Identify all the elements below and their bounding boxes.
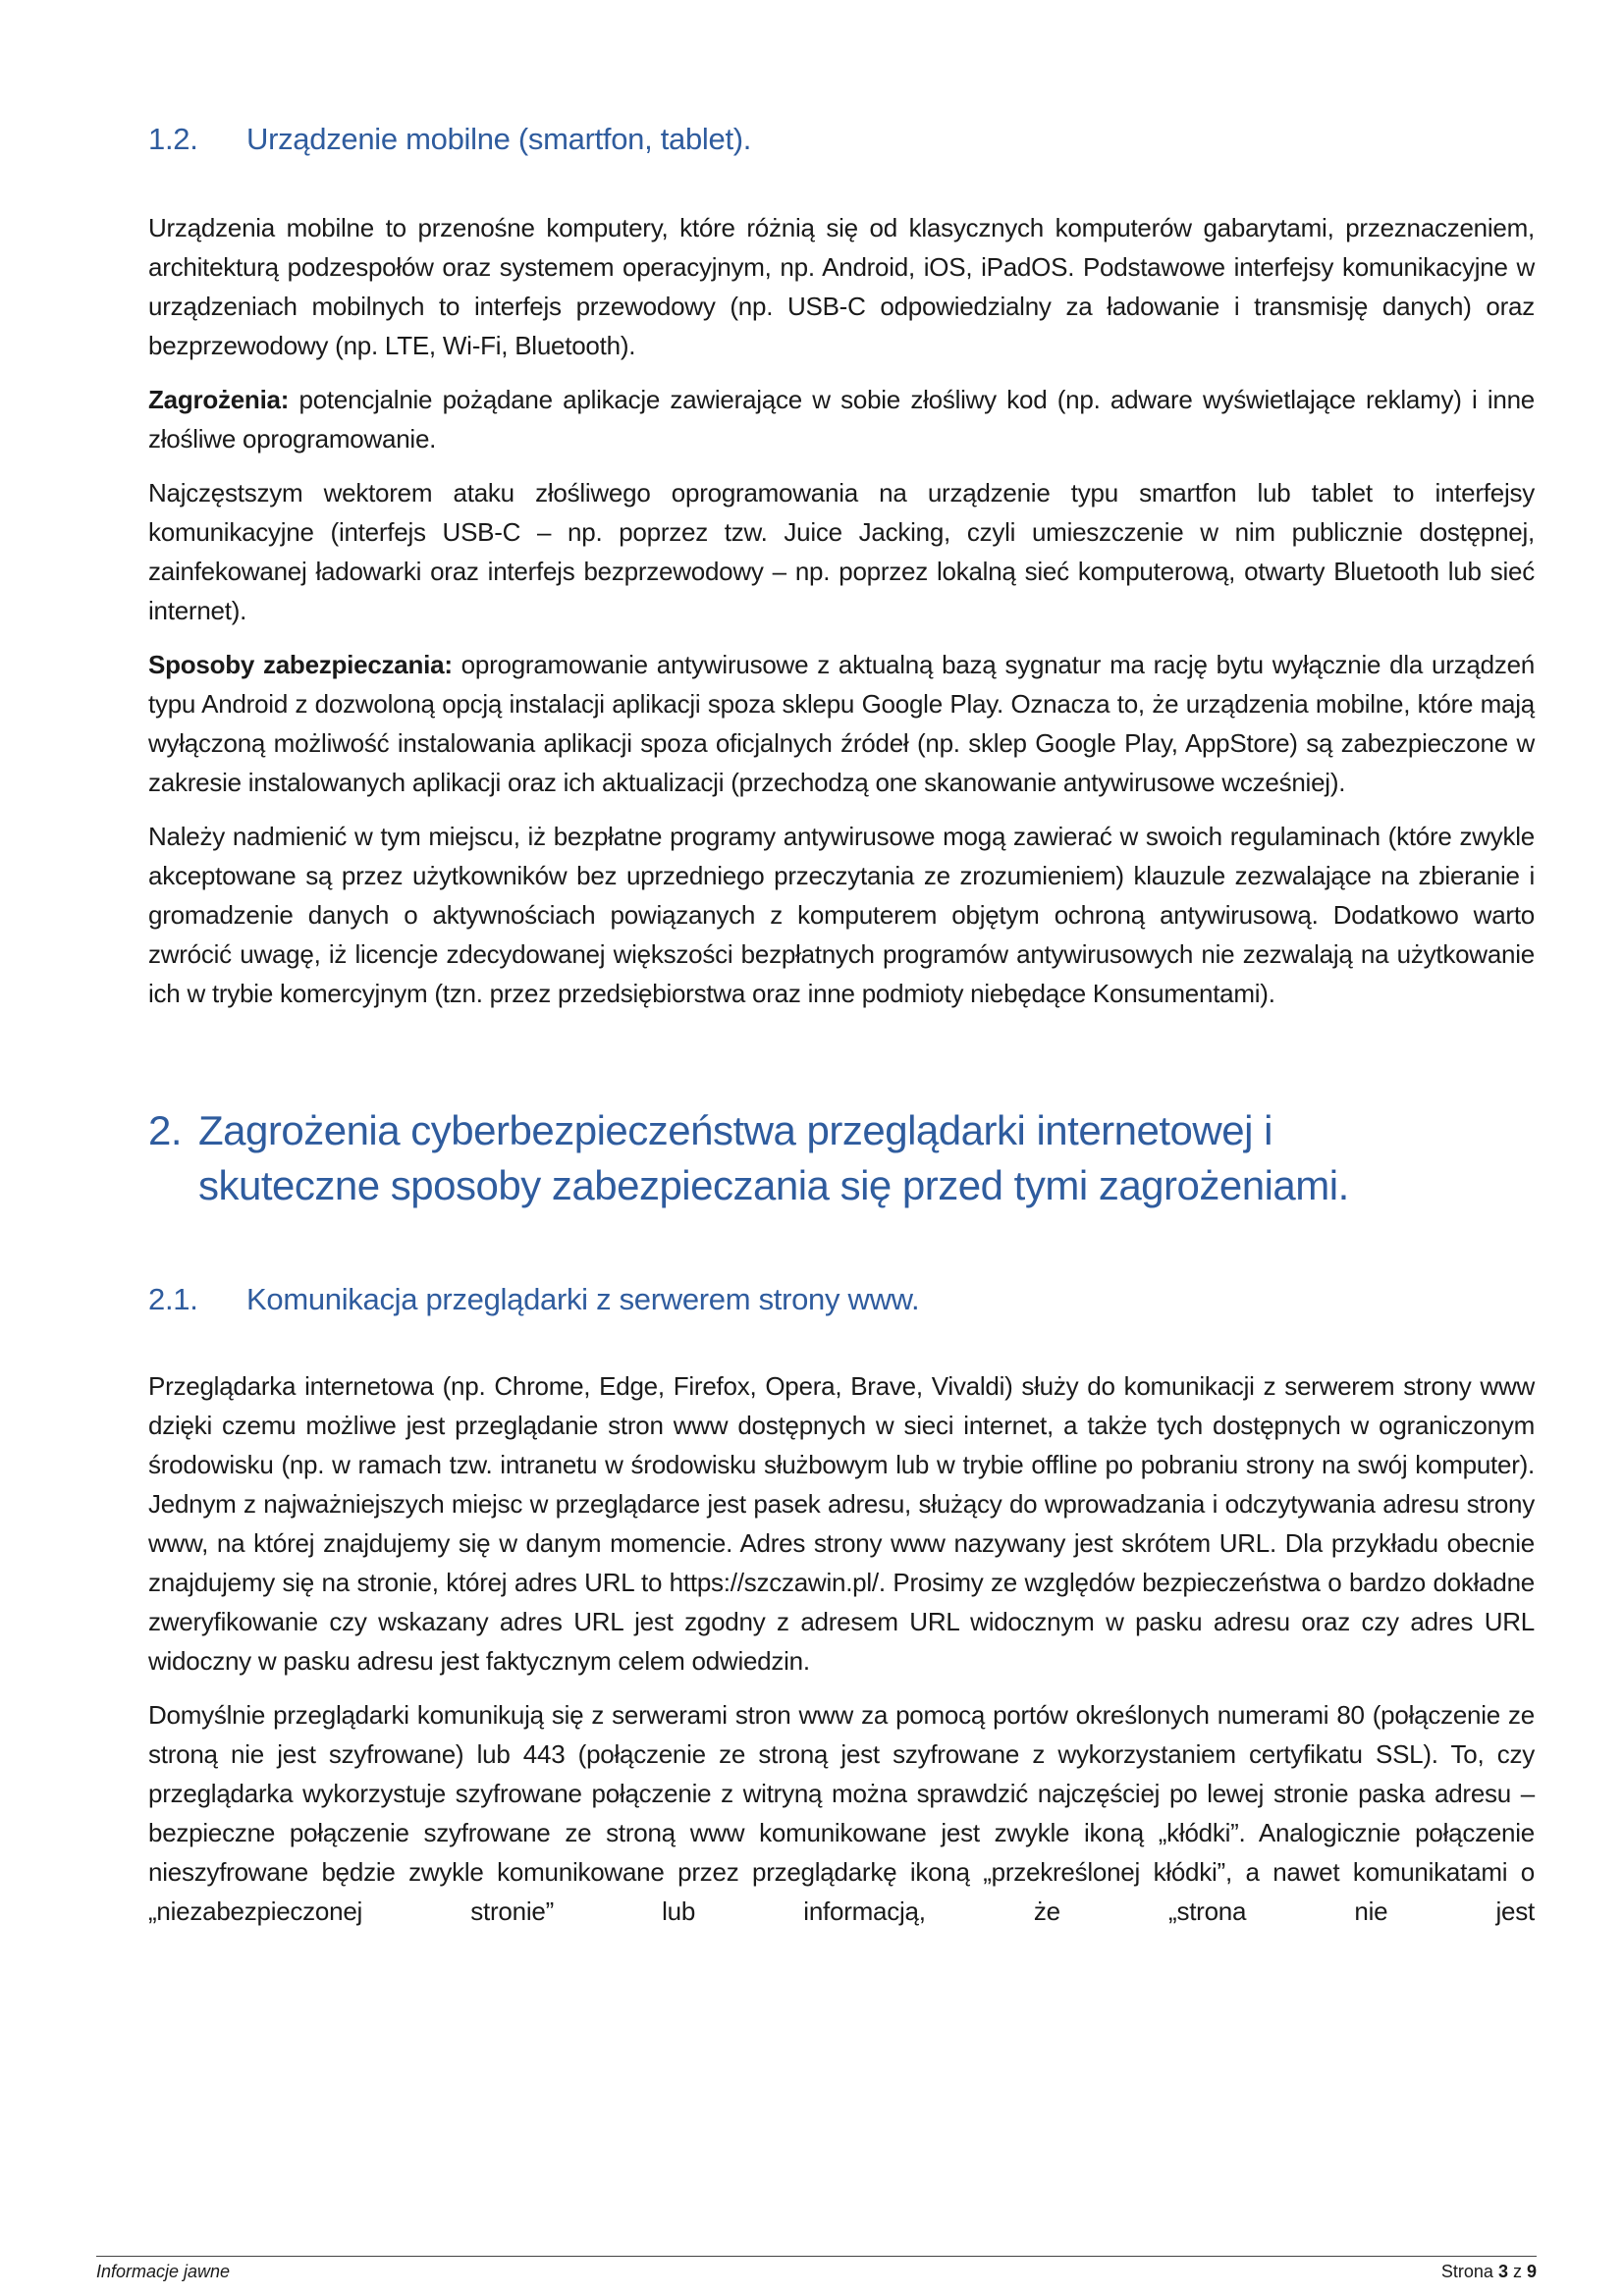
page-of: z <box>1507 2262 1527 2281</box>
paragraph: Najczęstszym wektorem ataku złośliwego oprogramowania na urządzenie typu smartfon lub tablet to interfejsy komunikacyjne (interfejs USB-C – np. poprzez tzw. Juice Jacking, czyli umieszczenie w nim publicznie dostępnej, zainfekowanej ładowarki oraz interfejs bezprzewodowy – np. poprzez lokalną sieć komputerową, otwarty Bluetooth lub sieć internet). <box>148 478 1535 625</box>
heading-title: Zagrożenia cyberbezpieczeństwa przeglądarki internetowej i skuteczne sposoby zabezpieczania się przed tymi zagrożeniami. <box>198 1107 1349 1208</box>
page-current: 3 <box>1497 2262 1508 2281</box>
paragraph: Domyślnie przeglądarki komunikują się z serwerami stron www za pomocą portów określonych numerami 80 (połączenie ze stroną nie jest szyfrowane) lub 443 (połączenie ze stroną jest szyfrowane z wykorzystaniem certyfikatu SSL). To, czy przeglądarka wykorzystuje szyfrowane połączenie z witryną można sprawdzić najczęściej po lewej stronie paska adresu – bezpieczne połączenie szyfrowane ze stroną www komunikowane jest zwykle ikoną „kłódki”. Analogicznie połączenie nieszyfrowane będzie zwykle komunikowane przez przeglądarkę ikoną „przekreślonej kłódki”, a nawet komunikatami o „niezabezpieczonej stronie” lub informacją, że „strona nie jest <box>148 1700 1535 1926</box>
paragraph: Przeglądarka internetowa (np. Chrome, Edge, Firefox, Opera, Brave, Vivaldi) służy do komunikacji z serwerem strony www dzięki czemu możliwe jest przeglądanie stron www dostępnych w sieci internet, a także tych dostępnych w ograniczonym środowisku (np. w ramach tzw. intranetu w środowisku służbowym lub w trybie offline po pobraniu strony na swój komputer). Jednym z najważniejszych miejsc w przeglądarce jest pasek adresu, służący do wprowadzania i odczytywania adresu strony www, na której znajdujemy się w danym momencie. Adres strony www nazywany jest skrótem URL. Dla przykładu obecnie znajdujemy się na stronie, której adres URL to https://szczawin.pl/. Prosimy ze względów bezpieczeństwa o bardzo dokładne zweryfikowanie czy wskazany adres URL jest zgodny z adresem URL widocznym w pasku adresu oraz czy adres URL widoczny w pasku adresu jest faktycznym celem odwiedzin. <box>148 1371 1535 1676</box>
heading-1-2 <box>148 122 1535 157</box>
heading-2-1 <box>148 1282 1535 1317</box>
paragraph-text: oprogramowanie antywirusowe z aktualną bazą sygnatur ma rację bytu wyłącznie dla urządzeń typu Android z dozwoloną opcją instalacji aplikacji spoza sklepu Google Play. Oznacza to, że urządzenia mobilne, które mają wyłączoną możliwość instalowania aplikacji spoza oficjalnych źródeł (np. sklep Google Play, AppStore) są zabezpieczone w zakresie instalowanych aplikacji oraz ich aktualizacji (przechodzą one skanowanie antywirusowe wcześniej). <box>148 650 1535 797</box>
heading-2 <box>148 1103 1535 1213</box>
paragraph-text: potencjalnie pożądane aplikacje zawierające w sobie złośliwy kod (np. adware wyświetlające reklamy) i inne złośliwe oprogramowanie. <box>148 385 1535 454</box>
footer-divider <box>96 2256 1537 2257</box>
page-number <box>1441 2262 1537 2282</box>
page-content <box>148 122 1535 1946</box>
bold-label: Sposoby zabezpieczania: <box>148 650 453 679</box>
heading-title: Urządzenie mobilne (smartfon, tablet). <box>246 122 752 156</box>
page-footer <box>96 2262 1537 2282</box>
heading-number: 2. <box>148 1107 183 1153</box>
paragraph-protection <box>148 645 1535 802</box>
classification-label: Informacje jawne <box>96 2262 231 2281</box>
page-label: Strona <box>1440 2262 1498 2281</box>
heading-number: 1.2. <box>148 122 198 156</box>
paragraph-threats <box>148 380 1535 458</box>
heading-title: Komunikacja przeglądarki z serwerem strony www. <box>246 1282 920 1316</box>
paragraph: Należy nadmienić w tym miejscu, iż bezpłatne programy antywirusowe mogą zawierać w swoich regulaminach (które zwykle akceptowane są przez użytkowników bez uprzedniego przeczytania ze zrozumieniem) klauzule zezwalające na zbieranie i gromadzenie danych o aktywnościach powiązanych z komputerem objętym ochroną antywirusową. Dodatkowo warto zwrócić uwagę, iż licencje zdecydowanej większości bezpłatnych programów antywirusowych nie zezwalają na użytkowanie ich w trybie komercyjnym (tzn. przez przedsiębiorstwa oraz inne podmioty niebędące Konsumentami). <box>148 822 1535 1008</box>
heading-number: 2.1. <box>148 1282 198 1316</box>
bold-label: Zagrożenia: <box>148 385 290 414</box>
page-total: 9 <box>1526 2262 1537 2281</box>
paragraph: Urządzenia mobilne to przenośne komputery, które różnią się od klasycznych komputerów gabarytami, przeznaczeniem, architekturą podzespołów oraz systemem operacyjnym, np. Android, iOS, iPadOS. Podstawowe interfejsy komunikacyjne w urządzeniach mobilnych to interfejs przewodowy (np. USB-C odpowiedzialny za ładowanie i transmisję danych) oraz bezprzewodowy (np. LTE, Wi-Fi, Bluetooth). <box>148 213 1535 360</box>
